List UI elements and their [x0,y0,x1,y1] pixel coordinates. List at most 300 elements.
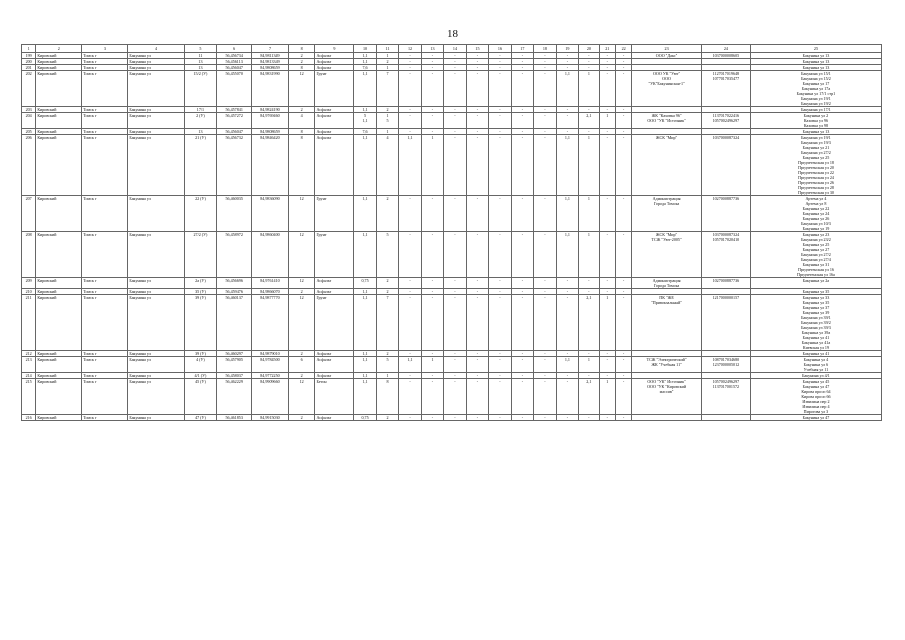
table-cell: 200 [22,59,36,65]
table-cell: 2 [376,59,398,65]
column-number: 14 [444,45,466,53]
table-cell: 27/2 (У) [184,232,217,278]
column-number: 18 [534,45,556,53]
table-cell: 12 [288,278,315,289]
table-cell: - [466,53,488,59]
table-cell: 1,1 [556,357,578,373]
table-cell: - [399,232,421,278]
table-cell: Томск г [82,53,128,59]
table-cell: Кировский [36,135,82,196]
table-cell: 1 [599,379,615,415]
table-cell: 84,9860400 [252,232,289,278]
table-cell: - [399,373,421,379]
table-cell: - [615,65,631,71]
table-cell: Бакунина ул 17/1 [750,107,881,113]
table-cell: - [556,129,578,135]
table-cell: Кировский [36,232,82,278]
table-cell: Бакунина ул 2а [750,278,881,289]
table-cell: - [599,129,615,135]
table-cell: Кировский [36,357,82,373]
page-number: 18 [447,28,458,40]
table-cell: Бакунина ул 33 Бакунина ул 35 Бакунина ул 37 Бакунина ул 39 Бакунина ул 39/1 Бакунина ул 39/2 Бакунина ул 39/3 Бакунина ул 39а Бакунина ул 41 Бакунина ул 41а Киевская ул 19 [750,295,881,351]
table-cell: - [599,278,615,289]
table-cell: - [615,59,631,65]
table-cell: Кировский [36,71,82,107]
table-cell: 2 [288,59,315,65]
table-cell: 2 [288,415,315,421]
table-cell: 84,9831990 [252,71,289,107]
column-number: 19 [556,45,578,53]
table-row [22,379,882,415]
table-cell: 215 [22,379,36,415]
table-cell: Бакунина ул [128,135,184,196]
table-cell: - [444,379,466,415]
table-cell: Кировский [36,53,82,59]
table-cell: - [579,129,599,135]
table-cell: Асфальт [315,129,354,135]
table-cell: - [511,357,533,373]
table-cell: ЖК "Каховка 96" ООО "УК "Источник" [632,113,702,129]
table-cell: Бакунина ул 4/1 [750,373,881,379]
table-cell: Томск г [82,107,128,113]
table-cell: Томск г [82,59,128,65]
table-cell: 56,457841 [217,107,252,113]
table-cell: - [466,295,488,351]
table-cell: - [466,59,488,65]
table-cell: - [399,289,421,295]
column-number: 4 [128,45,184,53]
table-cell: - [579,107,599,113]
table-cell: Администрация Города Томска [632,196,702,232]
table-cell: - [421,71,443,107]
table-cell: Кировский [36,129,82,135]
table-cell: - [534,278,556,289]
table-cell: 216 [22,415,36,421]
table-cell: 5 1,1 [354,113,376,129]
table-cell: - [534,357,556,373]
table-cell: ЖСК "Мир" ТСЖ "Уют-2005" [632,232,702,278]
table-cell: Бакунина ул [128,129,184,135]
table-cell: 2 [376,196,398,232]
table-cell: - [599,71,615,107]
table-cell: Грунт [315,232,354,278]
table-row [22,113,882,129]
table-cell: 84,9879010 [252,351,289,357]
table-cell: 4 [376,135,398,196]
table-cell [701,415,750,421]
table-cell: - [511,289,533,295]
table-cell: 4 (У) [184,357,217,373]
table-cell: - [615,357,631,373]
table-cell: Кировский [36,196,82,232]
table-cell: - [556,53,578,59]
table-cell: 1,1 [556,135,578,196]
table-cell: 209 [22,278,36,289]
column-number: 5 [184,45,217,53]
table-cell: - [444,373,466,379]
table-cell: Бакунина ул 13 [750,129,881,135]
table-cell: - [599,135,615,196]
table-cell: - [489,295,511,351]
column-number: 13 [421,45,443,53]
table-cell: 2,1 [579,295,599,351]
table-cell: - [421,107,443,113]
table-cell: 84,9909660 [252,379,289,415]
table-cell: Кировский [36,289,82,295]
table-cell: - [511,415,533,421]
table-cell: 2 [376,351,398,357]
table-cell: - [421,295,443,351]
table-row [22,357,882,373]
table-cell: - [399,295,421,351]
table-cell: - [579,289,599,295]
table-cell: 4 [288,113,315,129]
table-cell: - [599,373,615,379]
table-cell: 1037000087324 1057017020410 [701,232,750,278]
table-cell: Бакунина ул 13 [750,59,881,65]
column-number: 9 [315,45,354,53]
table-cell: 1,1 [354,373,376,379]
table-cell: - [444,196,466,232]
table-cell: Кировский [36,415,82,421]
table-cell: 1087017034680 1237000005012 [701,357,750,373]
table-cell: 12 [288,379,315,415]
table-row [22,196,882,232]
table-cell: 214 [22,373,36,379]
table-cell: Бакунина ул [128,295,184,351]
table-cell: 1,1 [556,232,578,278]
table-cell: 8 [288,135,315,196]
table-cell: - [579,53,599,59]
table-cell: - [421,196,443,232]
table-cell: - [615,129,631,135]
table-cell: - [421,415,443,421]
table-cell: - [444,357,466,373]
table-cell: - [399,53,421,59]
table-cell: 56,460035 [217,196,252,232]
table-cell: - [615,351,631,357]
table-cell: 56,462229 [217,379,252,415]
table-cell: - [579,278,599,289]
table-cell: 1,1 [354,135,376,196]
table-cell: - [556,415,578,421]
table-cell: - [489,53,511,59]
table-cell: 1 [376,65,398,71]
table-cell: 45 (У) [184,379,217,415]
table-cell: - [599,415,615,421]
column-number: 20 [579,45,599,53]
column-number: 10 [354,45,376,53]
table-cell: - [599,289,615,295]
table-cell: Бакунина ул [128,71,184,107]
column-number: 12 [399,45,421,53]
table-cell: 2 [288,289,315,295]
table-cell: Грунт [315,295,354,351]
column-number: 3 [82,45,128,53]
column-number: 22 [615,45,631,53]
table-cell: - [615,232,631,278]
column-number: 8 [288,45,315,53]
table-cell: - [489,289,511,295]
table-cell: 1,1 [556,196,578,232]
table-cell: 84,9836090 [252,196,289,232]
table-cell: 1 [599,113,615,129]
table-cell: 1217000000157 [701,295,750,351]
table-cell: - [399,278,421,289]
table-cell: Асфальт [315,415,354,421]
table-cell: - [466,357,488,373]
table-cell: - [511,135,533,196]
table-cell: Асфальт [315,373,354,379]
table-cell: - [489,196,511,232]
table-cell: Бакунина ул [128,357,184,373]
table-cell: - [599,107,615,113]
table-cell: 84,9824190 [252,107,289,113]
table-cell: - [511,65,533,71]
table-row [22,415,882,421]
table-cell: - [444,53,466,59]
table-cell: - [615,53,631,59]
table-cell: - [444,113,466,129]
table-cell: 208 [22,232,36,278]
table-cell: - [489,415,511,421]
table-cell: 56,456696 [217,278,252,289]
column-number: 6 [217,45,252,53]
table-cell: Кировский [36,65,82,71]
table-cell: - [444,129,466,135]
table-cell: Бакунина ул 45 Бакунина ул 47 Кирова просп 64 Кирова просп 66 Извилина пер 2 Извилина пер 4 Пирогова ул 3 [750,379,881,415]
table-cell: - [466,379,488,415]
table-cell: 84,9846420 [252,135,289,196]
table-cell: 56,460297 [217,351,252,357]
table-cell: 84,9877770 [252,295,289,351]
table-cell: Бакунина ул [128,53,184,59]
table-cell: - [466,129,488,135]
table-cell: 56,460137 [217,295,252,351]
table-cell: Кировский [36,351,82,357]
table-cell: 1,1 [354,289,376,295]
table-cell: Томск г [82,289,128,295]
table-cell: - [579,351,599,357]
table-cell: 56,459476 [217,289,252,295]
table-cell: 1057002496297 1137017001572 [701,379,750,415]
table-cell: 1037000008605 [701,53,750,59]
table-cell: 56,457272 [217,113,252,129]
table-cell: ООО "УК" Источник" ООО "УК "Кировский массив" [632,379,702,415]
table-cell: 4/1 (У) [184,373,217,379]
table-row [22,295,882,351]
table-cell: - [511,129,533,135]
table-cell: 199 [22,53,36,59]
table-cell: Томск г [82,232,128,278]
table-cell: - [534,107,556,113]
table-cell: 8 [288,65,315,71]
table-cell: - [444,71,466,107]
table-cell: Асфальт [315,53,354,59]
table-cell: Асфальт [315,113,354,129]
table-cell: Бакунина ул [128,415,184,421]
table-cell: 1 [376,129,398,135]
table-cell: Томск г [82,295,128,351]
table-cell: 1 [579,196,599,232]
table-cell: 84,9761410 [252,278,289,289]
table-cell: Грунт [315,196,354,232]
table-cell: 84,9808659 [252,129,289,135]
table-cell: Бетон [315,379,354,415]
table-cell: Бакунина ул 13 [750,65,881,71]
table-cell: - [421,278,443,289]
table-cell: 1 [579,232,599,278]
table-cell: Бакунина ул 4 Бакунина ул 6 Учебная ул 11 [750,357,881,373]
registry-table [21,44,882,421]
table-cell: - [511,373,533,379]
table-cell: - [421,379,443,415]
table-cell: - [466,107,488,113]
table-cell: Асфальт [315,65,354,71]
table-cell: Кировский [36,295,82,351]
table-cell: 1,1 [354,379,376,415]
table-cell: Бакунина ул 23 Бакунина ул 23/2 Бакунина ул 25 Бакунина ул 27 Бакунина ул 27/2 Бакунина ул 27/4 Бакунина ул 31 Предчетенская ул 16 Предчетенская ул 16а [750,232,881,278]
table-cell: ООО "Дакс" [632,53,702,59]
table-cell: - [399,351,421,357]
table-cell: Кировский [36,113,82,129]
table-cell: - [444,415,466,421]
table-cell: 0,75 [354,278,376,289]
table-cell: 1 5 [376,113,398,129]
table-cell: Бакунина ул 15/1 Бакунина ул 15/2 Бакунина ул 17 Бакунина ул 17а Бакунина ул 17/1 стр1 Бакунина ул 19/1 Бакунина ул 19/2 [750,71,881,107]
column-number: 2 [36,45,82,53]
table-cell: - [444,295,466,351]
table-cell: 2 [288,373,315,379]
table-cell: - [615,107,631,113]
table-cell: ТСЖ "Электрический" ЖК "Учебная 11" [632,357,702,373]
table-cell: 12 [288,71,315,107]
table-cell: - [534,295,556,351]
table-cell: Бакунина ул [128,107,184,113]
table-cell: 13 [184,129,217,135]
table-cell: - [615,289,631,295]
table-cell: Артема ул 4 Артема ул 8 Бакунина ул 22 Бакунина ул 24 Бакунина ул 26 Бакунина ул 10/3 Бакунина ул 19 [750,196,881,232]
table-cell: - [579,65,599,71]
table-cell: Томск г [82,379,128,415]
table-cell: 1,1 [354,295,376,351]
table-cell: Томск г [82,65,128,71]
table-cell: 210 [22,289,36,295]
table-cell: 8 [288,129,315,135]
table-cell: 56,455070 [217,71,252,107]
table-cell: 1,1 [556,71,578,107]
table-cell: 213 [22,357,36,373]
table-cell: 1027000887736 [701,196,750,232]
table-cell: - [556,289,578,295]
table-cell: Бакунина ул 19/1 Бакунина ул 19/3 Бакунина ул 21 Бакунина ул 27/2 Бакунина ул 25 Предчетенская ул 18 Предчетенская ул 20 Предчетенская ул 22 Предчетенская ул 24 Предчетенская ул 26 Предчетенская ул 28 Предчетенская ул 30 [750,135,881,196]
column-number: 23 [632,45,702,53]
table-cell: - [399,71,421,107]
table-cell: 17/1 [184,107,217,113]
table-cell: - [599,59,615,65]
table-cell: 1127017019648 1077017035477 [701,71,750,107]
table-cell [632,415,702,421]
table-cell: - [534,379,556,415]
table-cell: Асфальт [315,357,354,373]
table-cell: Бакунина ул 47 [750,415,881,421]
table-cell: - [534,135,556,196]
table-cell: 1137017022416 1057002496297 [701,113,750,129]
table-cell: Бакунина ул [128,351,184,357]
table-cell: Томск г [82,129,128,135]
column-number: 11 [376,45,398,53]
column-number: 17 [511,45,533,53]
table-cell: 1 [376,373,398,379]
table-cell: - [466,196,488,232]
table-cell: - [556,113,578,129]
table-cell: 84,9866070 [252,289,289,295]
table-row [22,135,882,196]
table-cell: - [534,113,556,129]
table-cell: - [444,59,466,65]
table-cell: 205 [22,129,36,135]
table-cell: - [615,113,631,129]
table-cell: 84,9915030 [252,415,289,421]
table-cell: 35 (У) [184,289,217,295]
table-cell: - [444,351,466,357]
table-cell: - [511,107,533,113]
table-cell: - [511,53,533,59]
table-cell: - [511,71,533,107]
table-cell: - [399,65,421,71]
table-cell: 84,9811349 [252,53,289,59]
table-cell: - [511,232,533,278]
table-cell: 2 [288,53,315,59]
column-number: 15 [466,45,488,53]
table-cell: 211 [22,295,36,351]
table-cell: Асфальт [315,107,354,113]
table-cell: - [466,289,488,295]
column-number: 24 [701,45,750,53]
table-cell: - [489,135,511,196]
table-cell: - [466,232,488,278]
table-cell: - [444,232,466,278]
table-cell: - [534,65,556,71]
table-cell: - [615,379,631,415]
table-cell: - [466,65,488,71]
table-cell: 2 [376,289,398,295]
table-cell: 7,6 [354,65,376,71]
table-cell: - [421,65,443,71]
table-cell: 201 [22,65,36,71]
table-cell: 56,456047 [217,129,252,135]
table-cell: - [489,129,511,135]
table-cell: Томск г [82,351,128,357]
table-cell: - [615,135,631,196]
table-cell: 2 [288,351,315,357]
table-cell: Томск г [82,373,128,379]
table-cell: 84,9808659 [252,65,289,71]
table-cell: 39 (У) [184,295,217,351]
table-cell: Администрация Города Томска [632,278,702,289]
table-cell: - [489,357,511,373]
table-cell: 1 [376,53,398,59]
table-cell: Бакунина ул [128,278,184,289]
table-cell: - [399,107,421,113]
table-cell: Асфальт [315,59,354,65]
table-cell: - [556,65,578,71]
table-cell: 1 [421,357,443,373]
column-number-row [22,45,882,53]
table-cell: - [615,71,631,107]
table-cell: - [421,373,443,379]
table-cell: Бакунина ул [128,59,184,65]
